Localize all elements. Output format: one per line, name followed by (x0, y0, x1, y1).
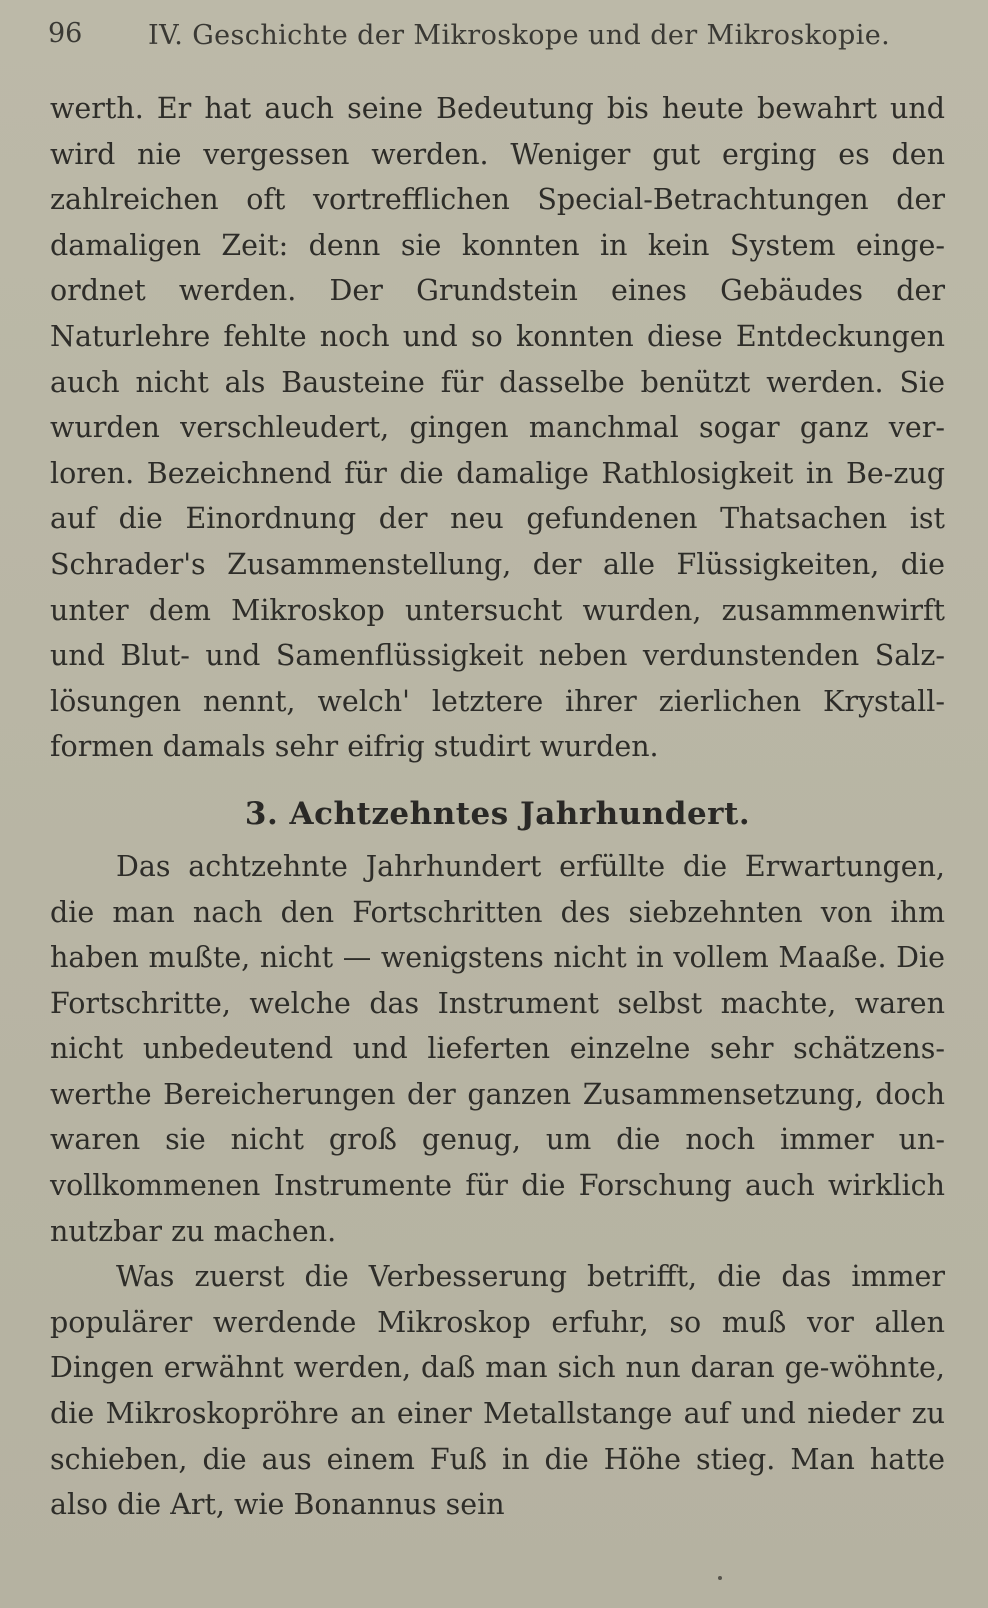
body-text (50, 86, 945, 1528)
paper-speck (718, 1576, 722, 1580)
paragraph-continuation: werth. Er hat auch seine Bedeutung bis heute bewahrt und wird nie vergessen werden. Weniger gut erging es den zahlreichen oft vortrefflichen Special-Betrachtungen der damaligen Zeit: denn sie konnten in kein System einge-ordnet werden. Der Grundstein eines Gebäudes der Naturlehre fehlte noch und so konnten diese Entdeckungen auch nicht als Bausteine für dasselbe benützt werden. Sie wurden verschleudert, gingen manchmal sogar ganz ver-loren. Bezeichnend für die damalige Rathlosigkeit in Be-zug auf die Einordnung der neu gefundenen Thatsachen ist Schrader's Zusammenstellung, der alle Flüssigkeiten, die unter dem Mikroskop untersucht wurden, zusammenwirft und Blut- und Samenflüssigkeit neben verdunstenden Salz-lösungen nennt, welch' letztere ihrer zierlichen Krystall-formen damals sehr eifrig studirt wurden. (50, 92, 945, 764)
section-heading: 3. Achtzehntes Jahrhundert. (244, 795, 751, 832)
paragraph-eighteenth-century: Das achtzehnte Jahrhundert erfüllte die Erwartungen, die man nach den Fortschritten des siebzehnten von ihm haben mußte, nicht — wenigstens nicht in vollem Maaße. Die Fortschritte, welche das Instrument selbst machte, waren nicht unbedeutend und lieferten einzelne sehr schätzens-werthe Bereicherungen der ganzen Zusammensetzung, doch waren sie nicht groß genug, um die noch immer un-vollkommenen Instrumente für die Forschung auch wirklich nutzbar zu machen. (50, 849, 945, 1248)
paragraph-improvements: Was zuerst die Verbesserung betrifft, die das immer populärer werdende Mikroskop erfuhr, so muß vor allen Dingen erwähnt werden, daß man sich nun daran ge-wöhnte, die Mikroskopröhre an einer Metallstange auf und nieder zu schieben, die aus einem Fuß in die Höhe stieg. Man hatte also die Art, wie Bonannus sein (50, 1260, 945, 1522)
running-title: IV. Geschichte der Mikroskope und der Mikroskopie. (148, 20, 891, 51)
page-number: 96 (48, 18, 83, 49)
running-head (48, 12, 948, 56)
